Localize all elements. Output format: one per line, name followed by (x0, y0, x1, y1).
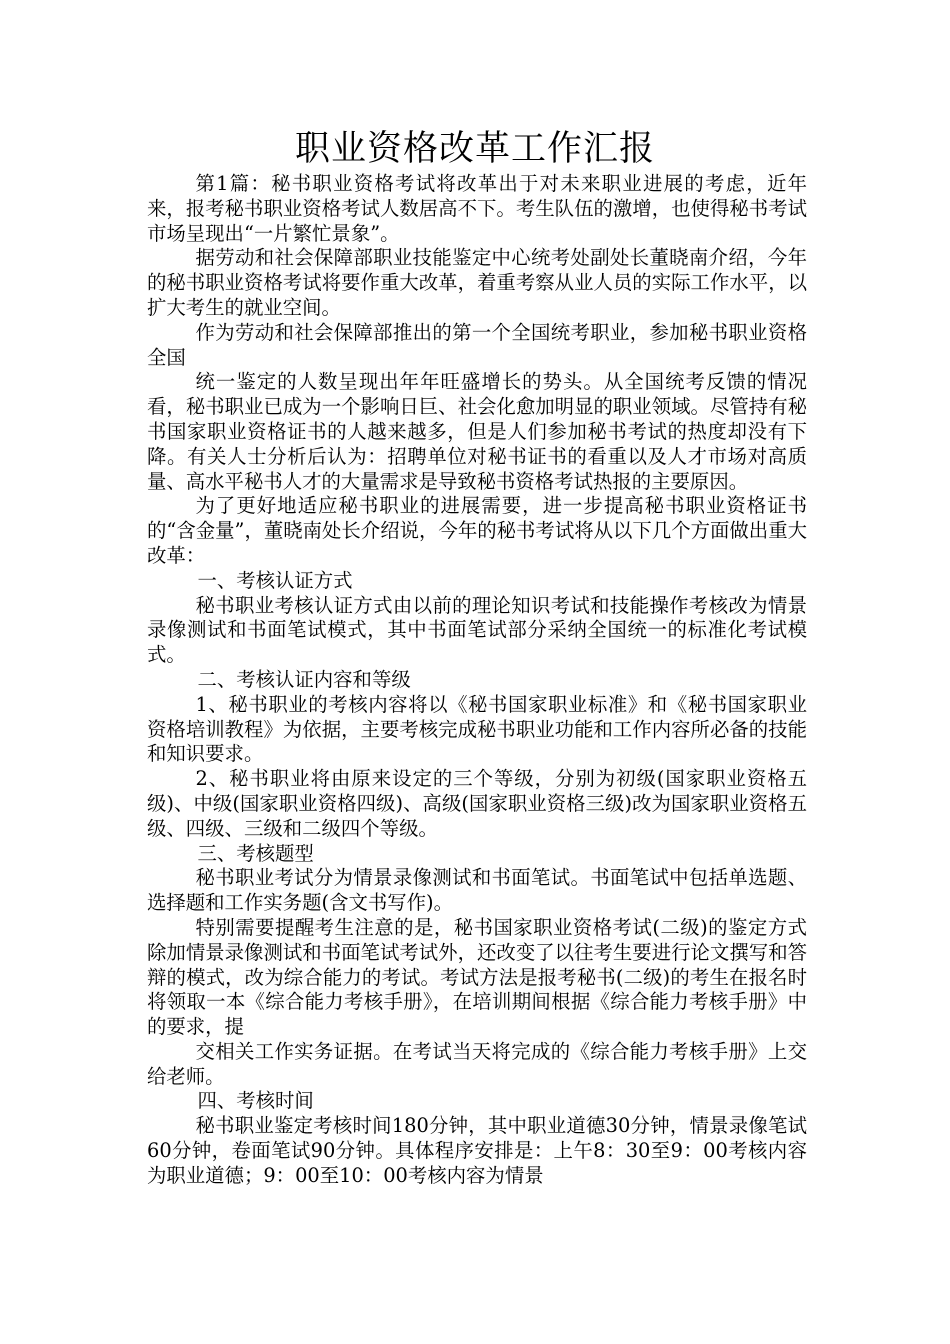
paragraph: 秘书职业考核认证方式由以前的理论知识考试和技能操作考核改为情景录像测试和书面笔试模式，其中书面笔试部分采纳全国统一的标准化考试模式。 (147, 593, 807, 667)
paragraph: 特别需要提醒考生注意的是，秘书国家职业资格考试(二级)的鉴定方式除加情景录像测试和书面笔试考试外，还改变了以往考生要进行论文撰写和答辩的模式，改为综合能力的考试。考试方法是报考秘书(二级)的考生在报名时将领取一本《综合能力考核手册》，在培训期间根据《综合能力考核手册》中的要求，提 (147, 915, 807, 1039)
document-title: 职业资格改革工作汇报 (294, 129, 655, 169)
paragraph: 秘书职业鉴定考核时间180分钟，其中职业道德30分钟，情景录像笔试60分钟，卷面笔试90分钟。具体程序安排是：上午8：30至9：00考核内容为职业道德；9：00至10：00考核内容为情景 (147, 1114, 807, 1187)
section-heading: 一、考核认证方式 (197, 568, 353, 592)
document-body (147, 172, 807, 1189)
paragraph: 作为劳动和社会保障部推出的第一个全国统考职业，参加秘书职业资格全国 (147, 320, 807, 369)
paragraph: 交相关工作实务证据。在考试当天将完成的《综合能力考核手册》上交给老师。 (147, 1039, 807, 1088)
paragraph: 为了更好地适应秘书职业的进展需要，进一步提高秘书职业资格证书的“含金量”，董晓南处长介绍说，今年的秘书考试将从以下几个方面做出重大改革： (147, 494, 807, 567)
paragraph: 据劳动和社会保障部职业技能鉴定中心统考处副处长董晓南介绍，今年的秘书职业资格考试将要作重大改革，着重考察从业人员的实际工作水平，以扩大考生的就业空间。 (147, 246, 807, 319)
paragraph: 2、秘书职业将由原来设定的三个等级，分别为初级(国家职业资格五级)、中级(国家职业资格四级)、高级(国家职业资格三级)改为国家职业资格五级、四级、三级和二级四个等级。 (147, 767, 807, 840)
paragraph: 第1篇：秘书职业资格考试将改革出于对未来职业进展的考虑，近年来，报考秘书职业资格考试人数居高不下。考生队伍的激增，也使得秘书考试市场呈现出“一片繁忙景象”。 (147, 172, 807, 245)
paragraph: 1、秘书职业的考核内容将以《秘书国家职业标准》和《秘书国家职业资格培训教程》为依据，主要考核完成秘书职业功能和工作内容所必备的技能和知识要求。 (147, 692, 807, 766)
paragraph: 统一鉴定的人数呈现出年年旺盛增长的势头。从全国统考反馈的情况看，秘书职业已成为一个影响日巨、社会化愈加明显的职业领域。尽管持有秘书国家职业资格证书的人越来越多，但是人们参加秘书考试的热度却没有下降。有关人士分析后认为：招聘单位对秘书证书的看重以及人才市场对高质量、高水平秘书人才的大量需求是导致秘书资格考试热报的主要原因。 (147, 370, 807, 493)
paragraph: 秘书职业考试分为情景录像测试和书面笔试。书面笔试中包括单选题、选择题和工作实务题(含文书写作)。 (147, 866, 807, 915)
section-heading: 三、考核题型 (197, 841, 314, 865)
section-heading: 二、考核认证内容和等级 (197, 667, 411, 691)
section-heading: 四、考核时间 (197, 1089, 314, 1113)
